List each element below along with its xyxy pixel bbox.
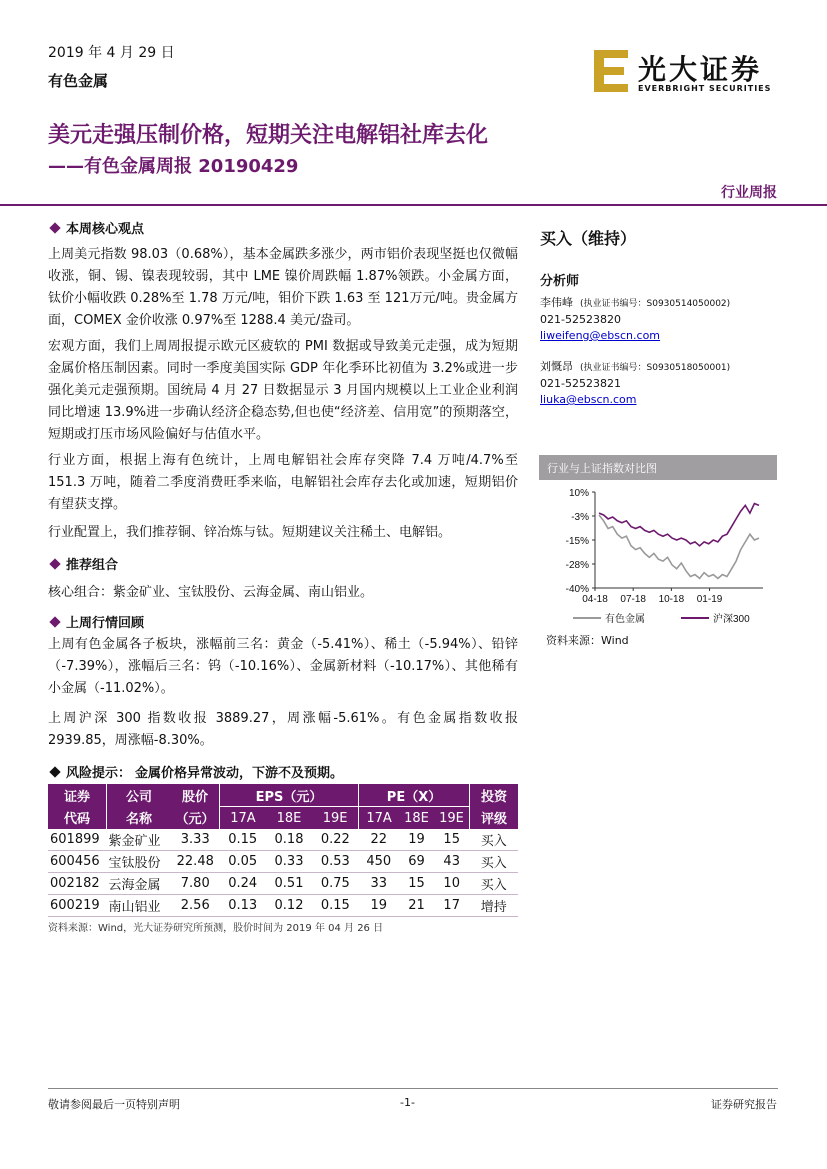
cell-eps: 0.24 (220, 873, 266, 895)
header-code: 证券 (63, 789, 90, 805)
section-market-review: 上周行情回顾 (48, 612, 144, 631)
comparison-chart (539, 484, 779, 632)
logo-english: EVERBRIGHT SECURITIES (638, 84, 772, 93)
analyst-phone: 021-52523821 (540, 377, 621, 390)
header-eps: EPS（元） (255, 789, 323, 805)
pe-year: 17A (366, 810, 392, 826)
cell-pe: 10 (434, 873, 470, 895)
cell-pe: 15 (399, 873, 434, 895)
core-paragraph-2: 宏观方面，我们上周周报提示欧元区疲软的 PMI 数据或导致美元走强，成为短期金属价格压制因素。同时一季度美国实际 GDP 年化季环比初值为 3.2%或进一步强化美元走强预期。国统局 4 月 27 日数据显示 3 月国内规模以上工业企业利润同比增速 13.9%进一步确认经济企稳态势,但也使“经济差、信用宽”的预期落空，短期或打压市场风险偏好与估值水平。 (48, 339, 518, 442)
header-rating: 投资 (480, 789, 507, 805)
page-number: -1- (400, 1096, 415, 1109)
analyst-title: 分析师 (540, 274, 580, 289)
analyst-phone: 021-52523820 (540, 313, 621, 326)
cell-pe: 19 (359, 895, 400, 917)
cell-eps: 0.05 (220, 851, 266, 873)
cell-eps: 0.75 (312, 873, 358, 895)
footer-rule (48, 1088, 778, 1089)
x-tick-label: 10-18 (658, 594, 685, 605)
report-type: 行业周报 (721, 185, 777, 201)
cell-name: 宝钛股份 (107, 851, 172, 873)
legend-label: 沪深300 (713, 614, 750, 625)
series-line (599, 515, 759, 578)
analyst-2 (540, 359, 730, 408)
header-price: 股价 (181, 789, 208, 805)
cell-code: 002182 (48, 873, 107, 895)
eps-year: 18E (276, 810, 302, 826)
cell-eps: 0.22 (312, 829, 358, 851)
cell-code: 600456 (48, 851, 107, 873)
cell-pe: 33 (359, 873, 400, 895)
cell-name: 紫金矿业 (107, 829, 172, 851)
analyst-name: 李伟峰 (540, 296, 573, 309)
stock-table (48, 784, 518, 917)
header-name-sub: 名称 (125, 812, 152, 828)
cell-name: 云海金属 (107, 873, 172, 895)
cell-eps: 0.51 (266, 873, 312, 895)
cell-price: 2.56 (171, 895, 220, 917)
cell-eps: 0.15 (312, 895, 358, 917)
cell-pe: 450 (359, 851, 400, 873)
diamond-bullet-icon (49, 222, 60, 233)
report-subtitle: ——有色金属周报 20190429 (48, 156, 299, 177)
portfolio-paragraph: 核心组合：紫金矿业、宝钛股份、云海金属、南山铝业。 (48, 585, 374, 600)
cell-eps: 0.12 (266, 895, 312, 917)
table-row (48, 851, 518, 873)
section-portfolio: 推荐组合 (48, 554, 118, 573)
report-title: 美元走强压制价格，短期关注电解铝社库去化 (48, 123, 489, 148)
review-paragraph-1: 上周有色金属各子板块，涨幅前三名：黄金（-5.41%）、稀土（-5.94%）、铅锌（-7.39%），涨幅后三名：钨（-10.16%）、金属新材料（-10.17%）、其他稀有小金属（-11.02%）。 (48, 637, 518, 696)
header-price-sub: （元） (175, 812, 215, 828)
footer-disclaimer: 敬请参阅最后一页特别声明 (48, 1098, 180, 1111)
legend-label: 有色金属 (605, 614, 645, 625)
cell-rating: 增持 (470, 895, 519, 917)
analyst-email-link[interactable]: liweifeng@ebscn.com (540, 329, 661, 342)
table-source: 资料来源：Wind，光大证券研究所预测，股价时间为 2019 年 04 月 26 日 (48, 923, 384, 934)
cell-rating: 买入 (470, 873, 519, 895)
cell-price: 3.33 (171, 829, 220, 851)
sector-label: 有色金属 (48, 72, 109, 90)
pe-year: 19E (439, 810, 464, 826)
cell-eps: 0.53 (312, 851, 358, 873)
chart-source: 资料来源：Wind (546, 634, 629, 647)
header-pe: PE（X） (386, 789, 442, 805)
table-row (48, 829, 518, 851)
section-core-views: 本周核心观点 (48, 218, 144, 237)
cell-pe: 22 (359, 829, 400, 851)
logo-text: 光大证券 (638, 53, 763, 86)
diamond-bullet-icon (49, 558, 60, 569)
y-tick-label: -28% (565, 560, 589, 571)
core-paragraph-3: 行业方面，根据上海有色统计，上周电解铝社会库存突降 7.4 万吨/4.7%至 151.3 万吨，随着二季度消费旺季来临，电解铝社会库存去化或加速，短期铝价有望获支撑。 (48, 453, 518, 512)
y-tick-label: 10% (568, 488, 589, 499)
chart-title: 行业与上证指数对比图 (547, 462, 657, 475)
eps-year: 19E (322, 810, 348, 826)
y-tick-label: -15% (565, 536, 589, 547)
cell-rating: 买入 (470, 851, 519, 873)
cell-pe: 69 (399, 851, 434, 873)
cell-price: 7.80 (171, 873, 220, 895)
diamond-bullet-icon (49, 766, 60, 777)
table-row (48, 873, 518, 895)
series-line (599, 504, 759, 546)
analyst-cert: (执业证书编号：S0930514050002) (580, 299, 731, 309)
header-rating-sub: 评级 (480, 812, 507, 828)
eps-year: 17A (230, 810, 256, 826)
y-tick-label: -40% (565, 584, 589, 595)
diamond-bullet-icon (49, 616, 60, 627)
x-tick-label: 04-18 (582, 594, 608, 605)
table-header-row (48, 784, 518, 807)
review-paragraph-2: 上周沪深 300 指数收报 3889.27，周涨幅-5.61%。有色金属指数收报 2939.85，周涨幅-8.30%。 (48, 711, 518, 748)
risk-notice: 风险提示： 金属价格异常波动，下游不及预期。 (48, 762, 343, 781)
x-tick-label: 01-19 (696, 594, 723, 605)
pe-year: 18E (404, 810, 429, 826)
core-paragraph-4: 行业配置上，我们推荐铜、锌冶炼与钛。短期建议关注稀土、电解铝。 (48, 525, 452, 540)
cell-name: 南山铝业 (107, 895, 172, 917)
header-name: 公司 (125, 789, 152, 805)
y-tick-label: -3% (571, 512, 589, 523)
cell-pe: 21 (399, 895, 434, 917)
table-row (48, 895, 518, 917)
chart-title-bar (539, 455, 777, 480)
company-logo (592, 48, 782, 98)
cell-pe: 19 (399, 829, 434, 851)
report-date: 2019 年 4 月 29 日 (48, 45, 175, 61)
table-subheader-row (48, 807, 518, 830)
analyst-email-link[interactable]: liuka@ebscn.com (540, 393, 637, 406)
analyst-cert: (执业证书编号：S0930518050001) (580, 363, 731, 373)
analyst-1 (540, 295, 730, 344)
cell-pe: 17 (434, 895, 470, 917)
cell-rating: 买入 (470, 829, 519, 851)
x-tick-label: 07-18 (620, 594, 646, 605)
cell-pe: 15 (434, 829, 470, 851)
analyst-name: 刘慨昂 (540, 360, 573, 373)
cell-price: 22.48 (171, 851, 220, 873)
cell-pe: 43 (434, 851, 470, 873)
footer-report-label: 证券研究报告 (711, 1098, 777, 1111)
cell-eps: 0.33 (266, 851, 312, 873)
rating-label: 买入（维持） (540, 229, 637, 248)
core-paragraph-1: 上周美元指数 98.03（0.68%），基本金属跌多涨少，两市铝价表现坚挺也仅微幅收涨，铜、锡、镍表现较弱，其中 LME 镍价周跌幅 1.87%领跌。小金属方面，钛价小幅收跌 0.28%至 1.78 万元/吨，钼价下跌 1.63 至 121万元/吨。贵金属方面，COMEX 金价收涨 0.97%至 1288.4 美元/盎司。 (48, 247, 518, 328)
cell-eps: 0.15 (220, 829, 266, 851)
cell-code: 601899 (48, 829, 107, 851)
cell-eps: 0.18 (266, 829, 312, 851)
cell-eps: 0.13 (220, 895, 266, 917)
header-rule (0, 204, 827, 206)
header-code-sub: 代码 (63, 812, 90, 828)
logo-mark-icon (592, 48, 632, 94)
cell-code: 600219 (48, 895, 107, 917)
